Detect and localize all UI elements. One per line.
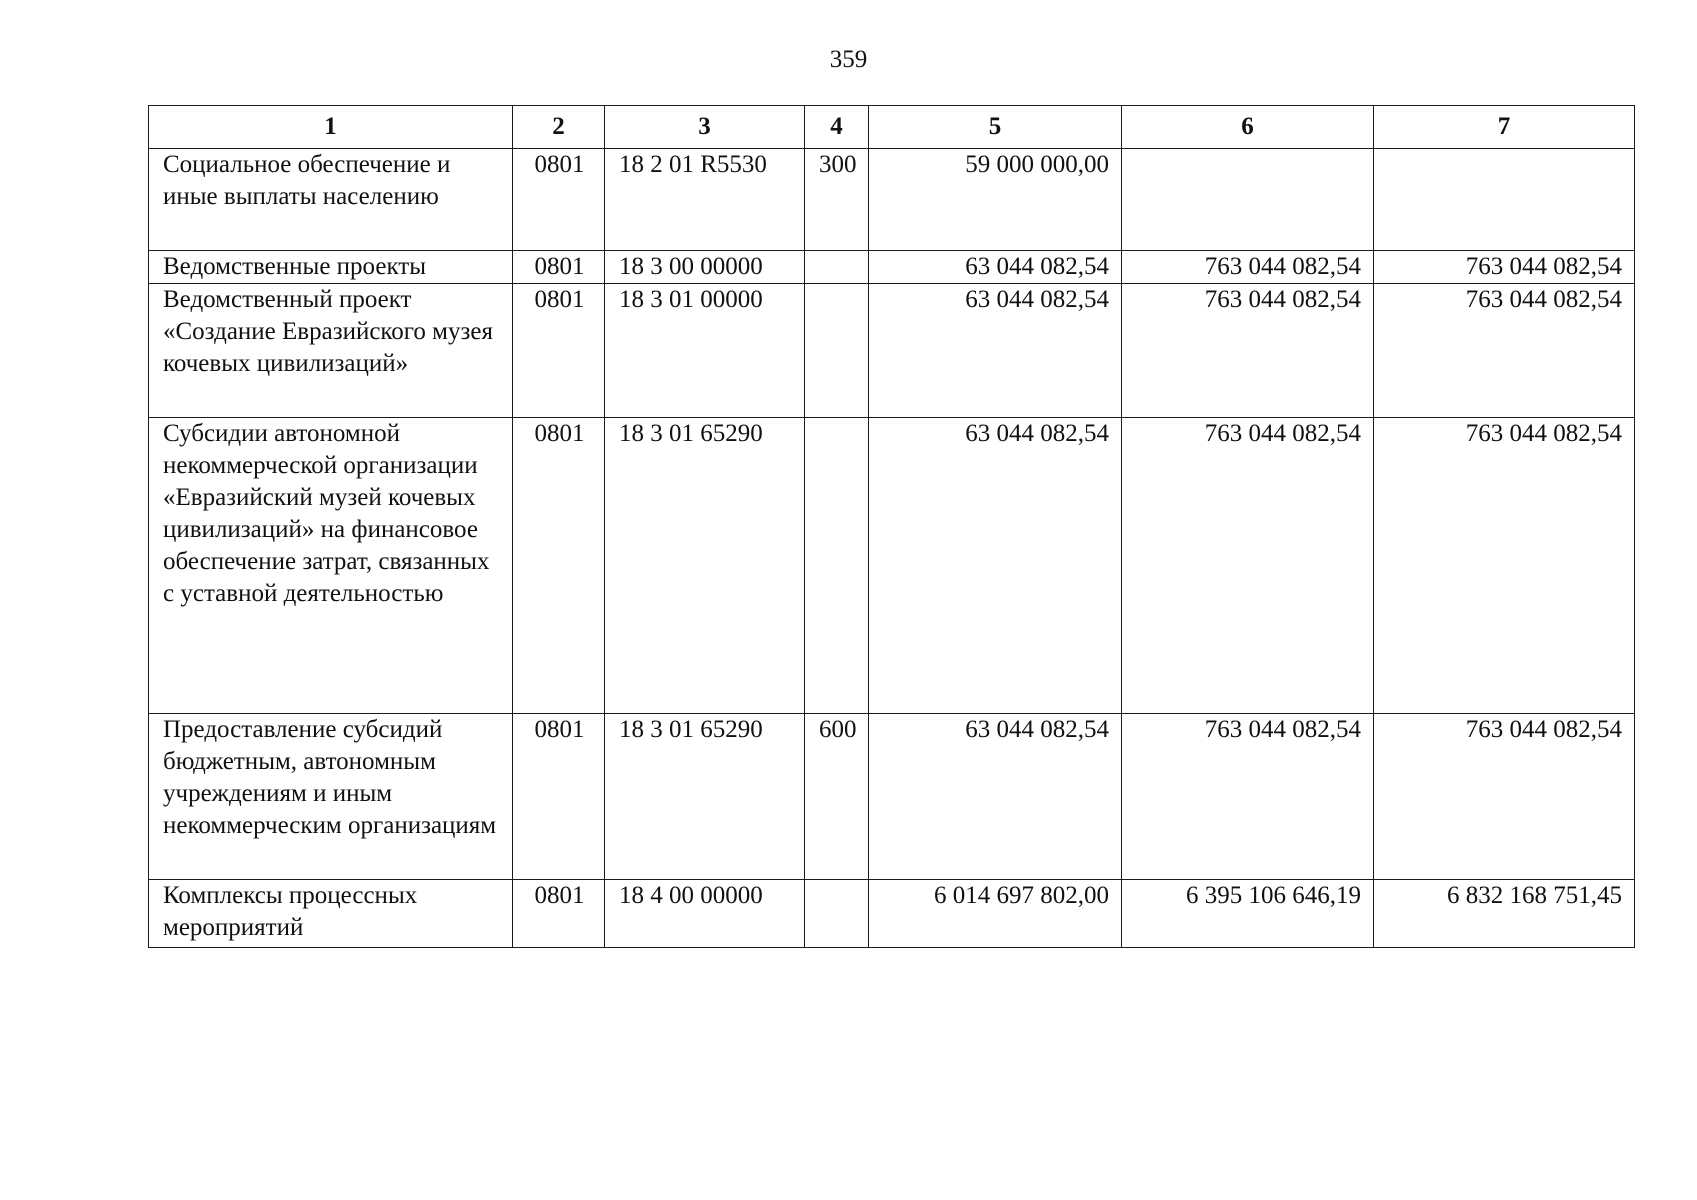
header-col-2: 2 [513,106,605,149]
header-row [149,106,1635,149]
row-classifier: 18 3 01 00000 [605,284,805,418]
row-amount-1: 63 044 082,54 [869,714,1122,880]
header-col-6: 6 [1122,106,1374,149]
row-name: Ведомственный проект «Создание Евразийского музея кочевых цивилизаций» [149,284,513,418]
row-amount-2 [1122,149,1374,251]
row-amount-3: 763 044 082,54 [1374,418,1635,714]
row-amount-3: 763 044 082,54 [1374,251,1635,284]
row-expense-type [805,880,869,948]
header-col-1: 1 [149,106,513,149]
table-row [149,149,1635,251]
row-amount-2: 6 395 106 646,19 [1122,880,1374,948]
row-amount-3: 763 044 082,54 [1374,714,1635,880]
table-row [149,284,1635,418]
table-header [149,106,1635,149]
row-classifier: 18 3 01 65290 [605,418,805,714]
row-classifier: 18 3 01 65290 [605,714,805,880]
header-col-4: 4 [805,106,869,149]
row-expense-type: 600 [805,714,869,880]
row-section-code: 0801 [513,714,605,880]
row-classifier: 18 4 00 00000 [605,880,805,948]
row-name: Предоставление субсидий бюджетным, автономным учреждениям и иным некоммерческим организациям [149,714,513,880]
header-col-5: 5 [869,106,1122,149]
row-amount-2: 763 044 082,54 [1122,418,1374,714]
row-name: Комплексы процессных мероприятий [149,880,513,948]
row-amount-1: 63 044 082,54 [869,251,1122,284]
row-name: Социальное обеспечение и иные выплаты населению [149,149,513,251]
header-col-7: 7 [1374,106,1635,149]
row-classifier: 18 2 01 R5530 [605,149,805,251]
table-row [149,880,1635,948]
row-expense-type: 300 [805,149,869,251]
row-amount-2: 763 044 082,54 [1122,714,1374,880]
row-amount-1: 6 014 697 802,00 [869,880,1122,948]
row-section-code: 0801 [513,149,605,251]
header-col-3: 3 [605,106,805,149]
row-amount-2: 763 044 082,54 [1122,251,1374,284]
row-section-code: 0801 [513,880,605,948]
row-section-code: 0801 [513,251,605,284]
row-section-code: 0801 [513,418,605,714]
row-classifier: 18 3 00 00000 [605,251,805,284]
table-row [149,418,1635,714]
row-amount-1: 63 044 082,54 [869,284,1122,418]
row-amount-1: 63 044 082,54 [869,418,1122,714]
row-amount-3: 6 832 168 751,45 [1374,880,1635,948]
row-amount-3: 763 044 082,54 [1374,284,1635,418]
row-expense-type [805,251,869,284]
table-row [149,251,1635,284]
row-amount-3 [1374,149,1635,251]
table-body [149,149,1635,948]
row-name: Ведомственные проекты [149,251,513,284]
row-expense-type [805,418,869,714]
table-row [149,714,1635,880]
row-amount-1: 59 000 000,00 [869,149,1122,251]
row-name: Субсидии автономной некоммерческой организации «Евразийский музей кочевых цивилизаций» на финансовое обеспечение затрат, связанных с уставной деятельностью [149,418,513,714]
row-amount-2: 763 044 082,54 [1122,284,1374,418]
row-section-code: 0801 [513,284,605,418]
page-number: 359 [829,46,868,73]
row-expense-type [805,284,869,418]
budget-table [148,105,1635,948]
